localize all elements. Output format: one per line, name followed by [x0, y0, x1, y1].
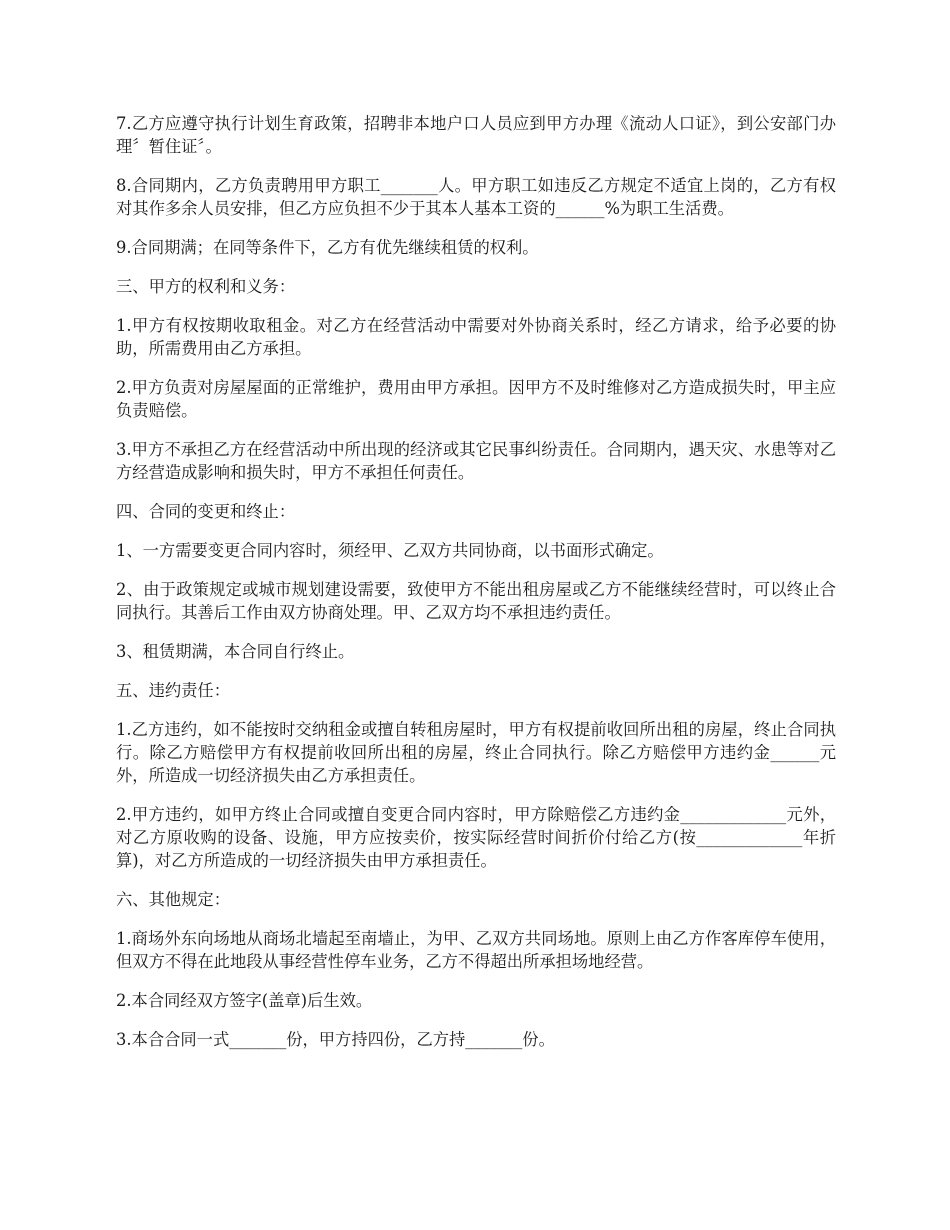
- other-clause-3: 3.本合合同一式_______份，甲方持四份，乙方持_______份。: [116, 1030, 555, 1049]
- change-clause-1: 1、一方需要变更合同内容时，须经甲、乙双方共同协商，以书面形式确定。: [116, 541, 664, 560]
- other-clause-1: 1.商场外东向场地从商场北墙起至南墙止，为甲、乙双方共同场地。原则上由乙方作客库停车使用，但双方不得在此地段从事经营性停车业务，乙方不得超出所承担场地经营。: [116, 929, 836, 971]
- section-heading-party-a-rights: 三、甲方的权利和义务：: [116, 277, 296, 296]
- clause-9-renewal-priority: 9.合同期满；在同等条件下，乙方有优先继续租赁的权利。: [116, 238, 539, 257]
- party-a-clause-1: 1.甲方有权按期收取租金。对乙方在经营活动中需要对外协商关系时，经乙方请求，给予必要的协助，所需费用由乙方承担。: [116, 316, 836, 358]
- clause-8-staff-employment: 8.合同期内，乙方负责聘用甲方职工_______人。甲方职工如违反乙方规定不适宜上岗的，乙方有权对其作多余人员安排，但乙方应负担不少于其本人基本工资的______%为职工生活费。: [116, 176, 836, 218]
- clause-7-family-planning: 7.乙方应遵守执行计划生育政策，招聘非本地户口人员应到甲方办理《流动人口证》，到公安部门办理〞暂住证〞。: [116, 114, 836, 156]
- section-heading-change-termination: 四、合同的变更和终止：: [116, 502, 296, 521]
- breach-clause-2: 2.甲方违约，如甲方终止合同或擅自变更合同内容时，甲方除赔偿乙方违约金_____________元外，对乙方原收购的设备、设施，甲方应按卖价，按实际经营时间折价付给乙方(按_____________年折算)，对乙方所造成的一切经济损失由甲方承担责任。: [116, 805, 836, 870]
- change-clause-2: 2、由于政策规定或城市规划建设需要，致使甲方不能出租房屋或乙方不能继续经营时，可以终止合同执行。其善后工作由双方协商处理。甲、乙双方均不承担违约责任。: [116, 580, 836, 622]
- breach-clause-1: 1.乙方违约，如不能按时交纳租金或擅自转租房屋时，甲方有权提前收回所出租的房屋，终止合同执行。除乙方赔偿甲方有权提前收回所出租的房屋，终止合同执行。除乙方赔偿甲方违约金______元外，所造成一切经济损失由乙方承担责任。: [116, 720, 836, 785]
- change-clause-3: 3、租赁期满，本合同自行终止。: [116, 642, 355, 661]
- section-heading-breach: 五、违约责任：: [116, 681, 230, 700]
- party-a-clause-2: 2.甲方负责对房屋屋面的正常维护，费用由甲方承担。因甲方不及时维修对乙方造成损失时，甲主应负责赔偿。: [116, 378, 836, 420]
- section-heading-other: 六、其他规定：: [116, 890, 230, 909]
- other-clause-2: 2.本合同经双方签字(盖章)后生效。: [116, 991, 373, 1010]
- party-a-clause-3: 3.甲方不承担乙方在经营活动中所出现的经济或其它民事纠纷责任。合同期内，遇天灾、水患等对乙方经营造成影响和损失时，甲方不承担任何责任。: [116, 440, 836, 482]
